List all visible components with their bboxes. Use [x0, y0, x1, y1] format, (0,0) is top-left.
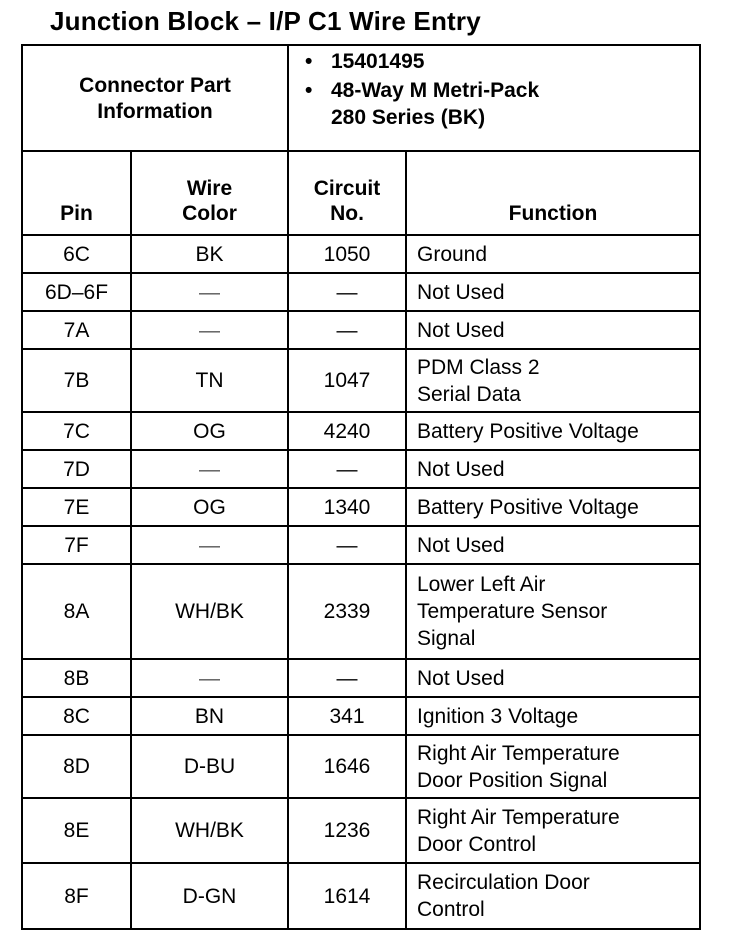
table-row [22, 863, 700, 929]
wire-color-cell: BK [131, 235, 288, 273]
table-row [22, 273, 700, 311]
pin-cell: 7A [22, 311, 131, 349]
connector-part-info-label [22, 45, 288, 151]
table-row [22, 526, 700, 564]
function-line: Control [417, 898, 485, 921]
function-cell [406, 488, 700, 526]
table-row [22, 311, 700, 349]
function-cell [406, 863, 700, 929]
connector-part-info-values [288, 45, 700, 151]
table-row [22, 564, 700, 659]
connector-label-line: Connector Part [79, 74, 231, 97]
circuit-cell: 1340 [288, 488, 406, 526]
table-row [22, 798, 700, 863]
function-cell [406, 235, 700, 273]
function-line: Battery Positive Voltage [417, 495, 639, 519]
connector-bullet [305, 77, 699, 131]
column-header-circuit-line: Circuit [313, 177, 381, 200]
pin-cell: 7C [22, 412, 131, 450]
function-line: Door Control [417, 832, 537, 856]
pin-cell: 7D [22, 450, 131, 488]
function-line: Not Used [417, 280, 505, 304]
circuit-cell: 1236 [288, 798, 406, 863]
function-line: Temperature Sensor [417, 600, 608, 623]
pin-cell: 6D–6F [22, 273, 131, 311]
table-row [22, 488, 700, 526]
function-cell [406, 526, 700, 564]
wire-color-cell: BN [131, 697, 288, 735]
circuit-cell: 1646 [288, 735, 406, 798]
function-line: Not Used [417, 318, 505, 342]
function-line: Serial Data [417, 382, 521, 406]
table-row [22, 697, 700, 735]
pin-cell: 8F [22, 863, 131, 929]
column-header-wire-color [131, 151, 288, 235]
table-row [22, 735, 700, 798]
table-row [22, 450, 700, 488]
connector-description-line: 48-Way M Metri-Pack [331, 79, 540, 102]
function-line: Lower Left Air [417, 573, 546, 596]
pin-cell: 7F [22, 526, 131, 564]
function-line: Door Position Signal [417, 768, 608, 792]
connector-label-line: Information [97, 100, 213, 123]
circuit-cell: 1614 [288, 863, 406, 929]
function-line: Ground [417, 242, 488, 266]
circuit-cell: — [288, 450, 406, 488]
wire-color-cell: OG [131, 412, 288, 450]
circuit-cell: 4240 [288, 412, 406, 450]
function-line: Not Used [417, 666, 505, 690]
circuit-cell: — [288, 273, 406, 311]
function-line: Battery Positive Voltage [417, 419, 639, 443]
function-line: Not Used [417, 457, 505, 481]
table-row [22, 412, 700, 450]
pin-cell: 8C [22, 697, 131, 735]
function-line: Recirculation Door [417, 871, 590, 894]
table-row [22, 349, 700, 412]
wire-color-cell: WH/BK [131, 564, 288, 659]
page-title: Junction Block – I/P C1 Wire Entry [50, 6, 481, 36]
function-cell [406, 798, 700, 863]
pin-cell: 7B [22, 349, 131, 412]
wire-color-cell: TN [131, 349, 288, 412]
wire-color-cell: WH/BK [131, 798, 288, 863]
pin-cell: 7E [22, 488, 131, 526]
pin-cell: 8A [22, 564, 131, 659]
column-header-wire-color-line: Color [182, 202, 237, 225]
circuit-cell: 1047 [288, 349, 406, 412]
wire-color-cell: — [131, 659, 288, 697]
wire-color-cell: — [131, 311, 288, 349]
column-header-pin [22, 151, 131, 235]
bullet-icon: • [305, 79, 313, 102]
function-cell [406, 564, 700, 659]
function-cell [406, 697, 700, 735]
wire-color-cell: D-GN [131, 863, 288, 929]
function-cell [406, 311, 700, 349]
circuit-cell: 1050 [288, 235, 406, 273]
function-line: Not Used [417, 533, 505, 557]
function-line: Signal [417, 627, 476, 650]
connector-part-number: 15401495 [331, 50, 425, 73]
wire-color-cell: — [131, 450, 288, 488]
connector-description-line: 280 Series (BK) [331, 106, 486, 129]
function-cell [406, 349, 700, 412]
function-line: Right Air Temperature [417, 805, 620, 829]
circuit-cell: 2339 [288, 564, 406, 659]
function-cell [406, 659, 700, 697]
pin-cell: 8E [22, 798, 131, 863]
function-line: PDM Class 2 [417, 355, 540, 379]
function-cell [406, 735, 700, 798]
pin-cell: 8D [22, 735, 131, 798]
wire-color-cell: — [131, 273, 288, 311]
column-header-circuit-line: No. [330, 202, 364, 225]
pin-cell: 6C [22, 235, 131, 273]
table-row [22, 235, 700, 273]
function-line: Right Air Temperature [417, 741, 620, 765]
wire-color-cell: — [131, 526, 288, 564]
pin-cell: 8B [22, 659, 131, 697]
column-header-wire-color-line: Wire [186, 177, 233, 200]
function-line: Ignition 3 Voltage [417, 704, 579, 728]
column-header-circuit [288, 151, 406, 235]
table-row [22, 659, 700, 697]
column-header-function-text: Function [508, 202, 598, 225]
column-header-function [406, 151, 700, 235]
connector-table [21, 44, 701, 930]
circuit-cell: — [288, 659, 406, 697]
function-cell [406, 450, 700, 488]
function-cell [406, 412, 700, 450]
function-cell [406, 273, 700, 311]
circuit-cell: — [288, 311, 406, 349]
circuit-cell: 341 [288, 697, 406, 735]
wire-color-cell: OG [131, 488, 288, 526]
bullet-icon: • [305, 50, 313, 73]
wire-color-cell: D-BU [131, 735, 288, 798]
connector-bullet [305, 48, 699, 75]
circuit-cell: — [288, 526, 406, 564]
column-header-pin-text: Pin [60, 202, 93, 225]
